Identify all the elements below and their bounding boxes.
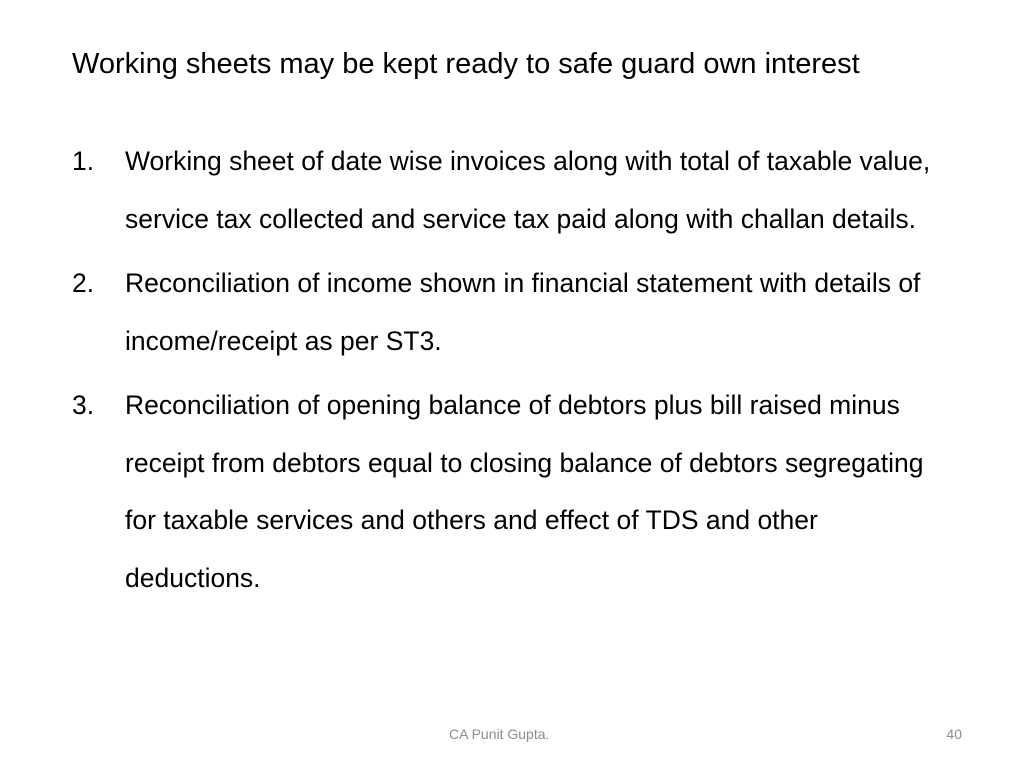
list-item-text: Reconciliation of opening balance of debtors plus bill raised minus receipt from debtors equal to closing balance of debtors segregating for taxable services and others and effect of TDS and other deductions. xyxy=(125,390,924,593)
list-item-number: 2. xyxy=(72,268,95,298)
slide-title: Working sheets may be kept ready to safe guard own interest xyxy=(72,48,860,80)
page-number: 40 xyxy=(946,726,962,742)
list-item xyxy=(72,133,972,248)
list-item-number: 3. xyxy=(72,390,95,420)
footer-author: CA Punit Gupta. xyxy=(449,726,550,742)
list-item-text: Reconciliation of income shown in financial statement with details of income/receipt as per ST3. xyxy=(125,268,921,356)
numbered-list xyxy=(72,133,972,614)
list-item-text: Working sheet of date wise invoices along with total of taxable value, service tax collected and service tax paid along with challan details. xyxy=(125,146,931,234)
list-item xyxy=(72,377,972,607)
list-item-number: 1. xyxy=(72,146,95,176)
list-item xyxy=(72,255,972,370)
